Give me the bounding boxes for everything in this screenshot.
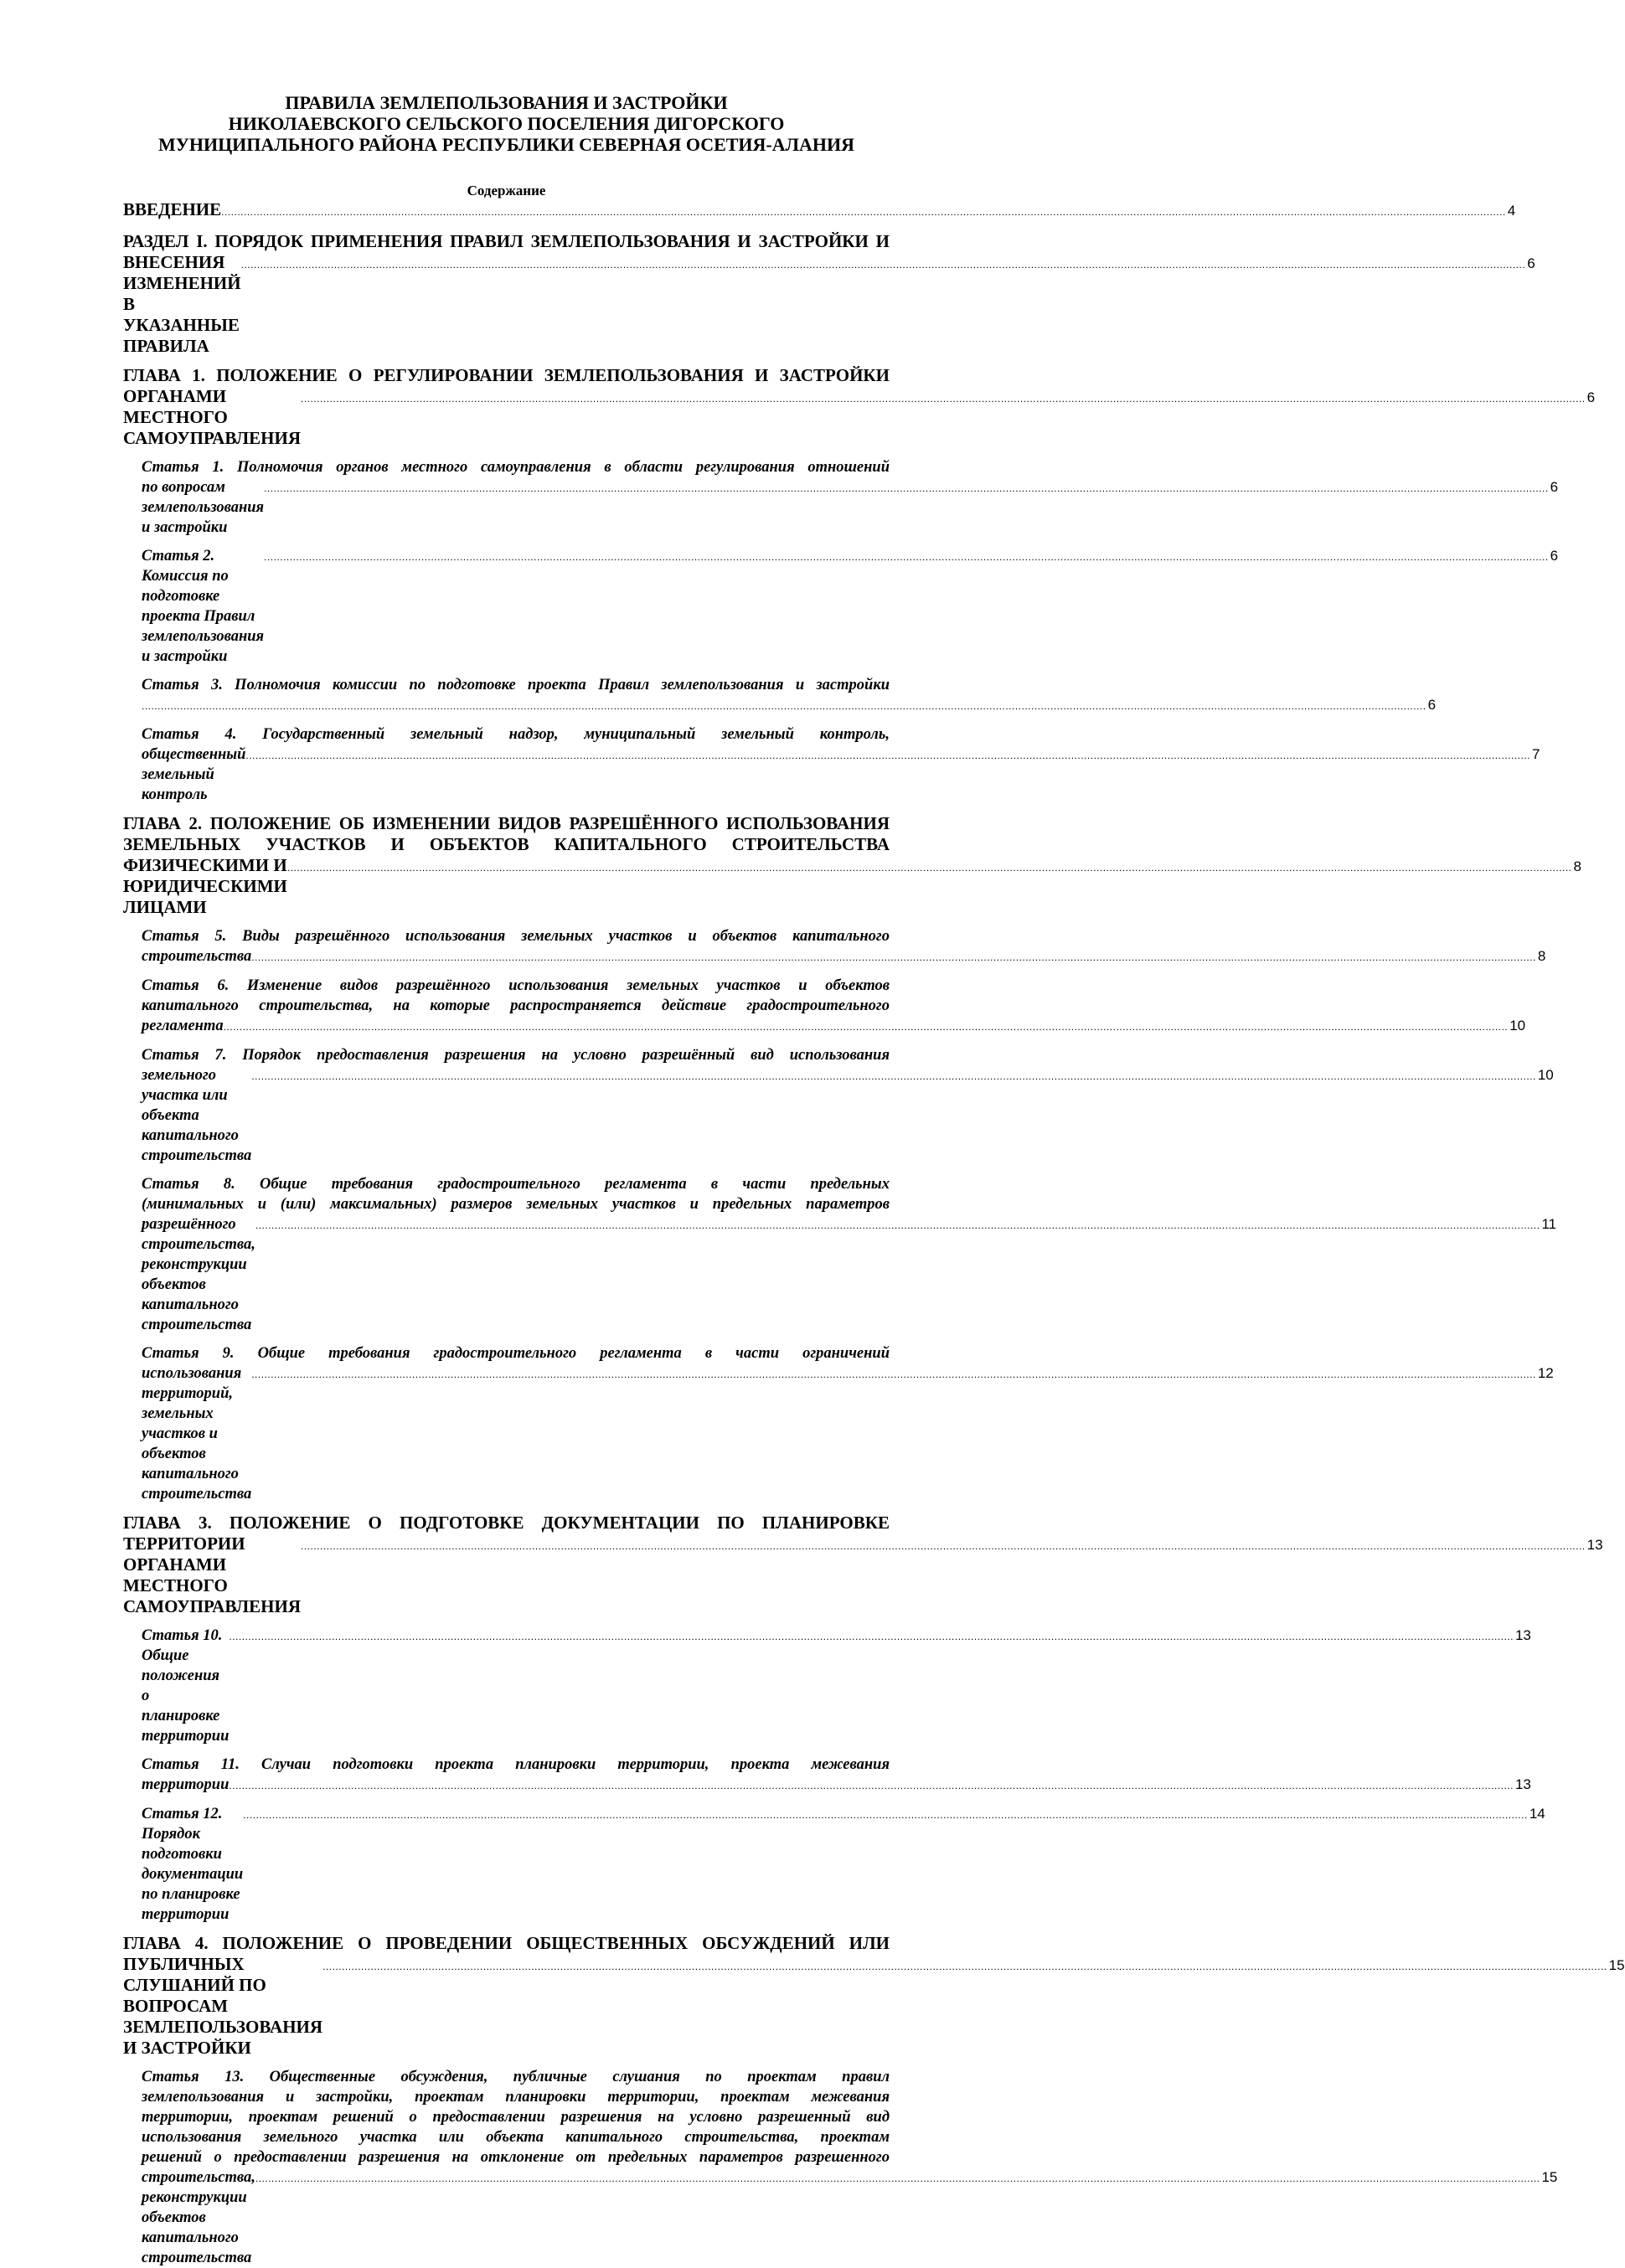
toc-page-number: 7 — [1531, 746, 1540, 762]
toc-entry[interactable] — [123, 1933, 1625, 2059]
dot-leader: ................................................................................................................................................................................................................................................................................................................................................................................................................ — [255, 1219, 1540, 1231]
toc-page-number: 4 — [1507, 203, 1516, 219]
toc-entry[interactable] — [123, 724, 1540, 805]
title-line: НИКОЛАЕВСКОГО СЕЛЬСКОГО ПОСЕЛЕНИЯ ДИГОРСКОГО — [228, 113, 785, 134]
toc-entry-line: решений о предоставлении разрешения на отклонение от предельных параметров разрешенного — [142, 2149, 890, 2166]
toc-page-number: 10 — [1537, 1067, 1554, 1083]
toc-entry-line: Статья 6. Изменение видов разрешённого использования земельных участков и объектов — [142, 977, 890, 994]
toc-entry-line: Статья 11. Случаи подготовки проекта планировки территории, проекта межевания — [142, 1756, 890, 1773]
toc-entry-line: Статья 10. Общие положения о планировке территории — [142, 1627, 230, 1745]
toc-entry-line: земельного участка или объекта капитального строительства — [142, 1067, 252, 1164]
toc-page-number: 8 — [1537, 948, 1546, 964]
dot-leader: ................................................................................................................................................................................................................................................................................................................................................................................................................ — [251, 951, 1536, 963]
dot-leader: ................................................................................................................................................................................................................................................................................................................................................................................................................ — [301, 1540, 1586, 1552]
dot-leader: ................................................................................................................................................................................................................................................................................................................................................................................................................ — [243, 1809, 1528, 1821]
toc-entry-line: регламента — [142, 1018, 224, 1034]
dot-leader: ................................................................................................................................................................................................................................................................................................................................................................................................................ — [255, 2173, 1540, 2184]
toc-entry[interactable] — [123, 2067, 1558, 2268]
toc-entry[interactable] — [123, 365, 1596, 449]
toc-entry-line: ОРГАНАМИ МЕСТНОГО САМОУПРАВЛЕНИЯ — [123, 386, 302, 448]
toc-entry-line: (минимальных и (или) максимальных) размеров земельных участков и предельных параметров — [142, 1196, 890, 1213]
toc-page-number: 6 — [1550, 479, 1559, 495]
toc-entry-line: ГЛАВА 1. ПОЛОЖЕНИЕ О РЕГУЛИРОВАНИИ ЗЕМЛЕПОЛЬЗОВАНИЯ И ЗАСТРОЙКИ — [123, 365, 890, 385]
dot-leader: ................................................................................................................................................................................................................................................................................................................................................................................................................ — [229, 1631, 1514, 1642]
toc-entry[interactable] — [123, 1513, 1603, 1617]
title-line: МУНИЦИПАЛЬНОГО РАЙОНА РЕСПУБЛИКИ СЕВЕРНАЯ ОСЕТИЯ-АЛАНИЯ — [157, 134, 855, 155]
dot-leader: ................................................................................................................................................................................................................................................................................................................................................................................................................ — [142, 700, 1426, 712]
document-page — [123, 92, 1625, 2268]
toc-page-number: 11 — [1541, 1216, 1557, 1232]
toc-page-number: 15 — [1608, 1957, 1625, 1973]
toc-page-number: 6 — [1427, 697, 1437, 713]
toc-entry-line: РАЗДЕЛ I. ПОРЯДОК ПРИМЕНЕНИЯ ПРАВИЛ ЗЕМЛЕПОЛЬЗОВАНИЯ И ЗАСТРОЙКИ И — [123, 231, 890, 251]
dot-leader: ................................................................................................................................................................................................................................................................................................................................................................................................................ — [286, 862, 1572, 874]
toc-entry[interactable] — [123, 675, 1437, 716]
toc-entry-line: Статья 8. Общие требования градостроительного регламента в части предельных — [142, 1176, 890, 1193]
toc-entry-line: ГЛАВА 4. ПОЛОЖЕНИЕ О ПРОВЕДЕНИИ ОБЩЕСТВЕННЫХ ОБСУЖДЕНИЙ ИЛИ — [123, 1933, 890, 1953]
toc-entry[interactable] — [123, 457, 1559, 538]
toc-entry-line: ЗЕМЕЛЬНЫХ УЧАСТКОВ И ОБЪЕКТОВ КАПИТАЛЬНОГО СТРОИТЕЛЬСТВА — [123, 834, 890, 854]
toc-entry-line: территории, проектам решений о предоставлении разрешения на условно разрешенный вид — [142, 2109, 890, 2126]
toc-entry-line: капитального строительства, на которые распространяется действие градостроительного — [142, 997, 890, 1014]
dot-leader: ................................................................................................................................................................................................................................................................................................................................................................................................................ — [264, 551, 1549, 563]
toc-page-number: 13 — [1514, 1627, 1531, 1643]
toc-entry-line: Статья 2. Комиссия по подготовке проекта Правил землепользования и застройки — [142, 548, 265, 665]
toc-page-number: 8 — [1573, 858, 1581, 874]
toc-entry-line: Статья 3. Полномочия комиссии по подготовке проекта Правил землепользования и застройки — [142, 677, 890, 693]
document-title — [123, 92, 890, 155]
toc-entry-line: разрешённого строительства, реконструкции объектов капитального строительства — [142, 1216, 255, 1333]
dot-leader: ................................................................................................................................................................................................................................................................................................................................................................................................................ — [221, 206, 1506, 218]
dot-leader: ................................................................................................................................................................................................................................................................................................................................................................................................................ — [251, 1369, 1536, 1380]
contents-heading: Содержание — [467, 183, 546, 198]
toc-entry-line: Статья 1. Полномочия органов местного самоуправления в области регулирования отношений — [142, 459, 890, 476]
toc-page-number: 6 — [1527, 255, 1535, 271]
toc-entry-line: ВВЕДЕНИЕ — [123, 199, 222, 219]
toc-entry-line: ФИЗИЧЕСКИМИ И ЮРИДИЧЕСКИМИ ЛИЦАМИ — [123, 855, 287, 917]
toc-entry-line: ПУБЛИЧНЫХ СЛУШАНИЙ ПО ВОПРОСАМ ЗЕМЛЕПОЛЬЗОВАНИЯ И ЗАСТРОЙКИ — [123, 1954, 323, 2058]
dot-leader: ................................................................................................................................................................................................................................................................................................................................................................................................................ — [322, 1961, 1607, 1972]
toc-entry[interactable] — [123, 1804, 1545, 1925]
dot-leader: ................................................................................................................................................................................................................................................................................................................................................................................................................ — [229, 1780, 1514, 1791]
toc-entry-line: ГЛАВА 3. ПОЛОЖЕНИЕ О ПОДГОТОВКЕ ДОКУМЕНТАЦИИ ПО ПЛАНИРОВКЕ — [123, 1513, 890, 1533]
dot-leader: ................................................................................................................................................................................................................................................................................................................................................................................................................ — [264, 482, 1549, 494]
toc-entry-line: Статья 12. Порядок подготовки документации по планировке территории — [142, 1806, 244, 1923]
toc-entry-line: Статья 9. Общие требования градостроительного регламента в части ограничений — [142, 1345, 890, 1362]
toc-entry[interactable] — [123, 813, 1581, 918]
toc-entry-line: общественный земельный контроль — [142, 746, 246, 803]
dot-leader: ................................................................................................................................................................................................................................................................................................................................................................................................................ — [301, 393, 1586, 405]
toc-entry-line: Статья 5. Виды разрешённого использования земельных участков и объектов капитального — [142, 928, 890, 945]
toc-entry[interactable] — [123, 1343, 1554, 1504]
toc-entry-line: землепользования и застройки, проектам планировки территории, проектам межевания — [142, 2089, 890, 2106]
toc-page-number: 14 — [1529, 1806, 1545, 1822]
toc-entry-line: использования земельного участка или объекта капитального строительства, проектам — [142, 2129, 890, 2146]
toc-entry[interactable] — [123, 926, 1546, 967]
toc-entry[interactable] — [123, 1174, 1557, 1335]
title-line: ПРАВИЛА ЗЕМЛЕПОЛЬЗОВАНИЯ И ЗАСТРОЙКИ — [285, 92, 728, 113]
toc-entry[interactable] — [123, 546, 1559, 667]
dot-leader: ................................................................................................................................................................................................................................................................................................................................................................................................................ — [251, 1070, 1536, 1082]
toc-entry-line: Статья 4. Государственный земельный надзор, муниципальный земельный контроль, — [142, 726, 890, 743]
toc-entry-line: ГЛАВА 2. ПОЛОЖЕНИЕ ОБ ИЗМЕНЕНИИ ВИДОВ РАЗРЕШЁННОГО ИСПОЛЬЗОВАНИЯ — [123, 813, 890, 833]
toc-entry-line: по вопросам землепользования и застройки — [142, 479, 265, 536]
toc-entry-line: строительства — [142, 948, 252, 965]
toc-entry[interactable] — [123, 199, 1516, 223]
toc-entry[interactable] — [123, 976, 1526, 1037]
toc-entry[interactable] — [123, 1626, 1531, 1746]
toc-page-number: 12 — [1537, 1365, 1554, 1381]
toc-entry-line: ВНЕСЕНИЯ ИЗМЕНЕНИЙ В УКАЗАННЫЕ ПРАВИЛА — [123, 252, 241, 356]
toc-entry-line: Статья 7. Порядок предоставления разрешения на условно разрешённый вид использования — [142, 1047, 890, 1064]
toc-entry-line: территории — [142, 1776, 230, 1793]
dot-leader: ................................................................................................................................................................................................................................................................................................................................................................................................................ — [223, 1021, 1509, 1033]
toc-page-number: 15 — [1541, 2169, 1558, 2185]
toc-page-number: 13 — [1586, 1537, 1603, 1553]
dot-leader: ................................................................................................................................................................................................................................................................................................................................................................................................................ — [240, 259, 1526, 271]
toc-entry[interactable] — [123, 231, 1535, 357]
dot-leader: ................................................................................................................................................................................................................................................................................................................................................................................................................ — [245, 750, 1530, 761]
toc-page-number: 13 — [1514, 1776, 1531, 1792]
toc-entry[interactable] — [123, 1755, 1531, 1796]
toc-entry-line: Статья 13. Общественные обсуждения, публичные слушания по проектам правил — [142, 2069, 890, 2085]
toc-page-number: 6 — [1586, 389, 1596, 405]
toc-entry-line: строительства, реконструкции объектов капитального строительства — [142, 2169, 255, 2266]
toc-entry-line: ТЕРРИТОРИИ ОРГАНАМИ МЕСТНОГО САМОУПРАВЛЕНИЯ — [123, 1533, 302, 1616]
toc-page-number: 10 — [1509, 1018, 1526, 1033]
table-of-contents — [123, 199, 1625, 2268]
toc-entry[interactable] — [123, 1045, 1554, 1166]
toc-page-number: 6 — [1550, 548, 1559, 564]
toc-entry-line: использования территорий, земельных участков и объектов капитального строительства — [142, 1365, 252, 1503]
